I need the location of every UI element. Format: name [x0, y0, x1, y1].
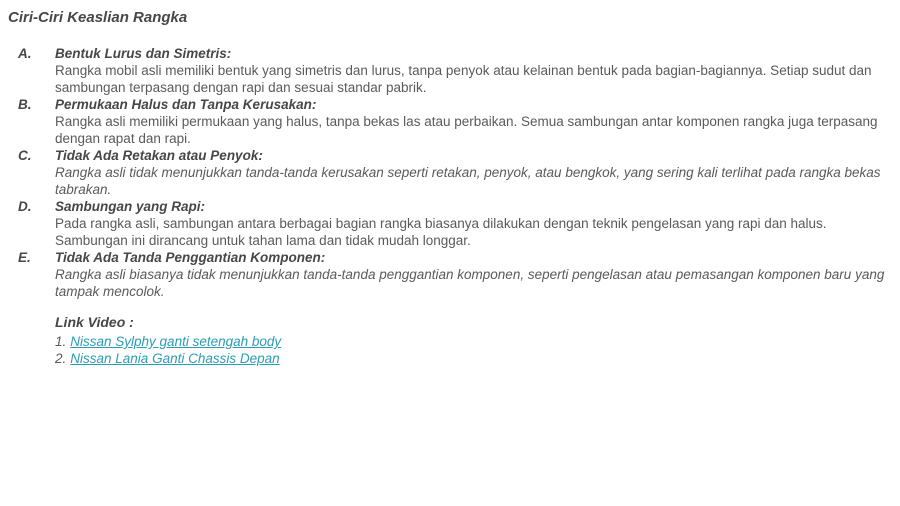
item-body: Rangka asli memiliki permukaan yang halus, tanpa bekas las atau perbaikan. Semua sambungan antar komponen rangka juga terpasang dengan rapat dan rapi.	[55, 114, 878, 146]
item-letter: A.	[18, 46, 32, 61]
video-link-number: 1.	[55, 334, 67, 349]
video-link-row	[55, 350, 888, 367]
item-heading: Tidak Ada Retakan atau Penyok:	[55, 148, 263, 163]
video-links-list	[55, 333, 888, 367]
list-item	[8, 249, 888, 300]
item-letter: D.	[18, 199, 32, 214]
video-section-heading: Link Video :	[55, 314, 134, 330]
page-title: Ciri-Ciri Keaslian Rangka	[8, 9, 188, 26]
list-item	[8, 45, 888, 96]
list-item	[8, 198, 888, 249]
item-body: Rangka mobil asli memiliki bentuk yang simetris dan lurus, tanpa penyok atau kelainan bentuk pada bagian-bagiannya. Setiap sudut dan sambungan terpasang dengan rapi dan sesuai standar pabrik.	[55, 63, 872, 95]
item-letter: B.	[18, 97, 32, 112]
item-heading: Sambungan yang Rapi:	[55, 199, 206, 214]
list-item	[8, 147, 888, 198]
item-letter: C.	[18, 148, 32, 163]
video-link-row	[55, 333, 888, 350]
lettered-list	[8, 45, 888, 300]
item-letter: E.	[18, 250, 31, 265]
list-item	[8, 96, 888, 147]
item-body: Pada rangka asli, sambungan antara berbagai bagian rangka biasanya dilakukan dengan teknik pengelasan yang rapi dan halus. Sambungan ini dirancang untuk tahan lama dan tidak mudah longgar.	[55, 216, 827, 248]
item-heading: Tidak Ada Tanda Penggantian Komponen:	[55, 250, 326, 265]
video-link[interactable]: Nissan Sylphy ganti setengah body	[70, 334, 282, 349]
item-heading: Permukaan Halus dan Tanpa Kerusakan:	[55, 97, 317, 112]
video-links-section	[55, 314, 888, 367]
item-body: Rangka asli biasanya tidak menunjukkan tanda-tanda penggantian komponen, seperti pengelasan atau pemasangan komponen baru yang tampak mencolok.	[55, 267, 885, 299]
item-heading: Bentuk Lurus dan Simetris:	[55, 46, 232, 61]
item-body: Rangka asli tidak menunjukkan tanda-tanda kerusakan seperti retakan, penyok, atau bengkok, yang sering kali terlihat pada rangka bekas tabrakan.	[55, 165, 881, 197]
video-link[interactable]: Nissan Lania Ganti Chassis Depan	[70, 351, 280, 366]
video-link-number: 2.	[55, 351, 67, 366]
